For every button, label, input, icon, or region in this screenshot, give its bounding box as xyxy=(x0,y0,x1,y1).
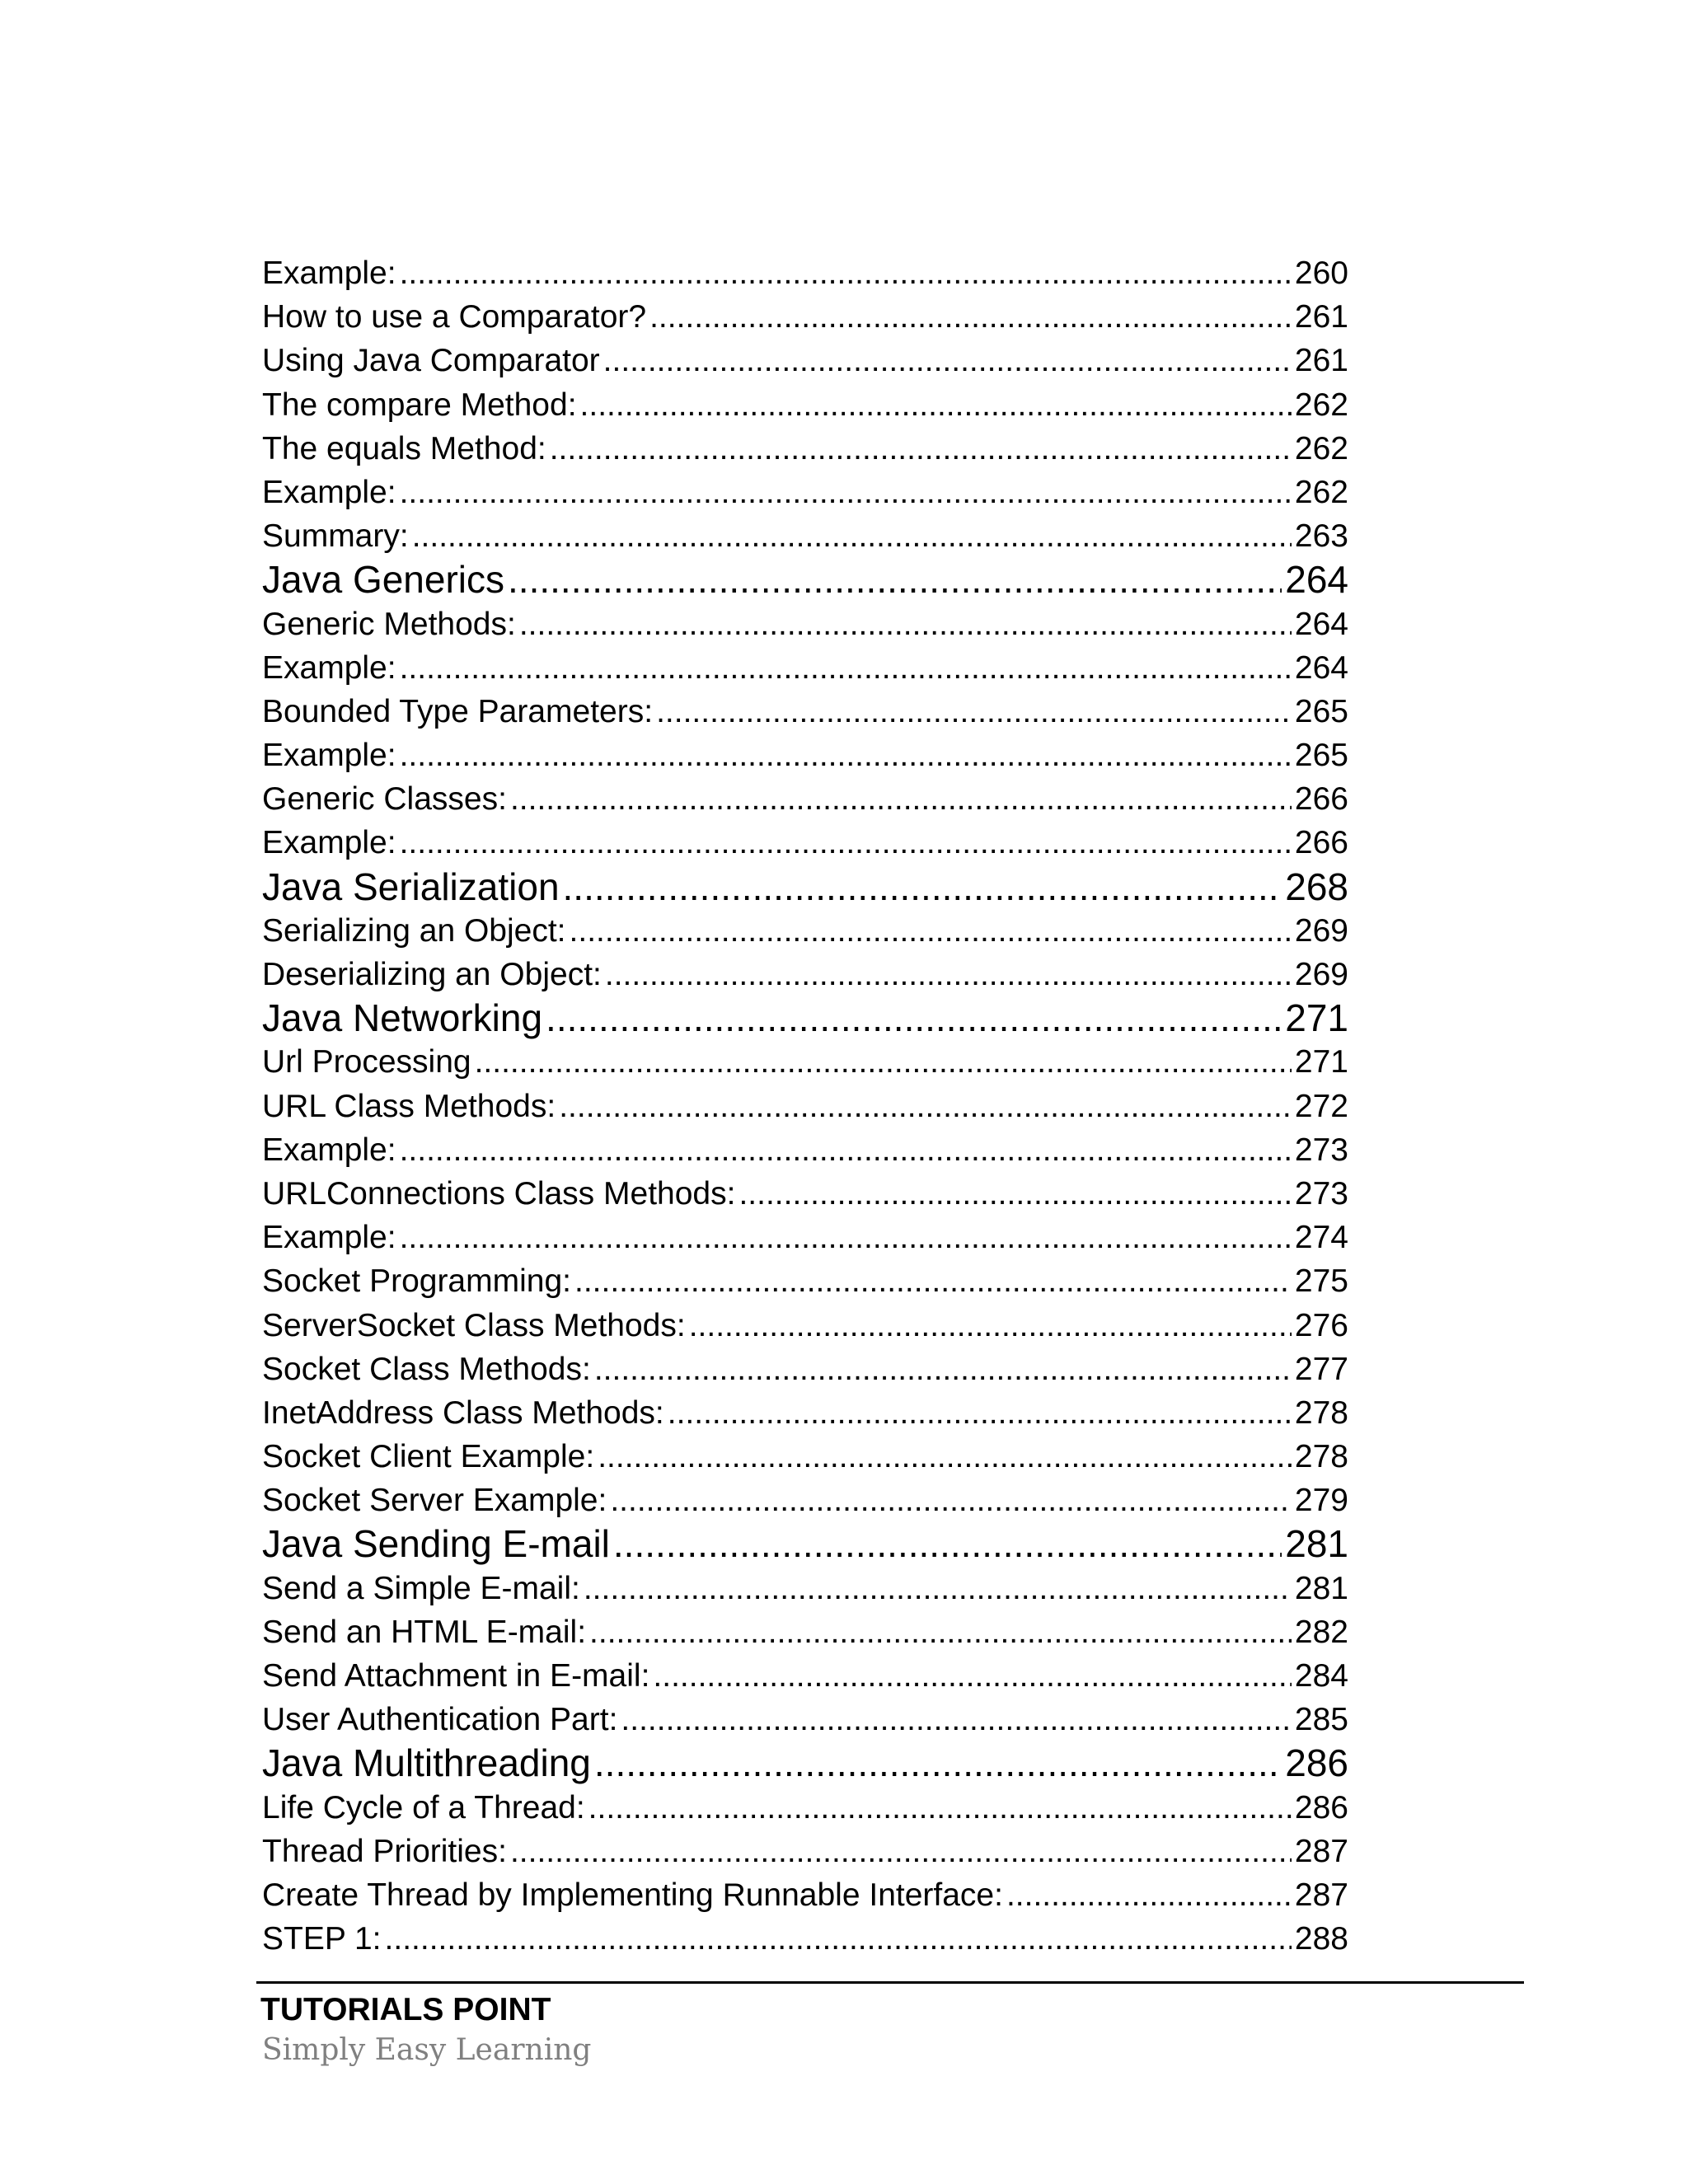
toc-dot-leader xyxy=(519,602,1292,646)
toc-dot-leader xyxy=(603,339,1292,382)
toc-dot-leader xyxy=(621,1698,1292,1741)
toc-entry xyxy=(262,733,1348,777)
toc-chapter-entry xyxy=(262,1522,1348,1566)
toc-entry-page: 278 xyxy=(1294,1394,1348,1431)
toc-dot-leader xyxy=(594,1741,1282,1785)
toc-chapter-entry xyxy=(262,1741,1348,1785)
toc-entry-title: Send a Simple E-mail: xyxy=(262,1570,580,1606)
toc-entry-title: Example: xyxy=(262,474,396,510)
toc-dot-leader xyxy=(400,1128,1292,1172)
toc-entry-page: 271 xyxy=(1294,1044,1348,1080)
toc-dot-leader xyxy=(605,953,1292,996)
toc-dot-leader xyxy=(508,558,1282,602)
footer-tagline: Simply Easy Learning xyxy=(262,2033,592,2067)
toc-entry-page: 288 xyxy=(1294,1921,1348,1957)
toc-dot-leader xyxy=(400,646,1292,690)
toc-dot-leader xyxy=(475,1040,1292,1084)
toc-entry xyxy=(262,1786,1348,1830)
toc-entry xyxy=(262,471,1348,514)
toc-entry xyxy=(262,295,1348,339)
toc-entry-page: 274 xyxy=(1294,1220,1348,1256)
toc-entry-title: Generic Methods: xyxy=(262,606,516,642)
toc-dot-leader xyxy=(589,1610,1292,1654)
toc-entry xyxy=(262,821,1348,865)
toc-entry-title: How to use a Comparator? xyxy=(262,299,647,335)
toc-dot-leader xyxy=(588,1786,1292,1830)
toc-entry-title: URL Class Methods: xyxy=(262,1088,556,1124)
toc-entry-title: Thread Priorities: xyxy=(262,1833,507,1869)
toc-dot-leader xyxy=(689,1304,1292,1347)
toc-entry-title: Java Generics xyxy=(262,558,505,602)
toc-dot-leader xyxy=(580,383,1292,427)
toc-dot-leader xyxy=(598,1435,1292,1479)
toc-dot-leader xyxy=(656,690,1292,733)
toc-dot-leader xyxy=(570,909,1292,953)
toc-dot-leader xyxy=(649,295,1292,339)
toc-entry-page: 284 xyxy=(1294,1658,1348,1694)
toc-entry-page: 287 xyxy=(1294,1833,1348,1869)
toc-entry-page: 265 xyxy=(1294,693,1348,729)
toc-entry-title: STEP 1: xyxy=(262,1921,382,1957)
toc-entry xyxy=(262,1128,1348,1172)
toc-entry xyxy=(262,1085,1348,1128)
toc-entry-title: Example: xyxy=(262,1220,396,1256)
toc-entry-title: Summary: xyxy=(262,518,409,555)
toc-dot-leader xyxy=(1006,1873,1292,1917)
toc-dot-leader xyxy=(546,996,1282,1040)
toc-entry-page: 266 xyxy=(1294,825,1348,861)
toc-entry-title: Using Java Comparator xyxy=(262,343,600,379)
toc-dot-leader xyxy=(400,1216,1292,1259)
toc-entry-page: 273 xyxy=(1294,1175,1348,1212)
toc-dot-leader xyxy=(613,1522,1282,1566)
toc-dot-leader xyxy=(559,1085,1292,1128)
toc-entry xyxy=(262,1479,1348,1522)
toc-entry-title: Example: xyxy=(262,255,396,291)
toc-entry-page: 271 xyxy=(1285,996,1348,1040)
toc-entry-title: Example: xyxy=(262,649,396,686)
footer-divider xyxy=(256,1981,1524,1984)
toc-entry-page: 264 xyxy=(1294,606,1348,642)
toc-entry-title: Socket Server Example: xyxy=(262,1483,607,1519)
toc-entry xyxy=(262,1698,1348,1741)
toc-entry-title: User Authentication Part: xyxy=(262,1702,618,1738)
toc-entry-title: ServerSocket Class Methods: xyxy=(262,1307,686,1343)
toc-entry-title: Socket Programming: xyxy=(262,1263,571,1300)
toc-entry-page: 260 xyxy=(1294,255,1348,291)
toc-entry-page: 264 xyxy=(1285,558,1348,602)
toc-entry-title: URLConnections Class Methods: xyxy=(262,1175,736,1212)
toc-entry xyxy=(262,1830,1348,1873)
toc-entry-page: 269 xyxy=(1294,912,1348,949)
toc-entry-title: Java Networking xyxy=(262,996,543,1040)
toc-entry xyxy=(262,383,1348,427)
toc-entry xyxy=(262,251,1348,295)
toc-entry-title: Example: xyxy=(262,738,396,774)
toc-entry xyxy=(262,1304,1348,1347)
toc-entry-page: 285 xyxy=(1294,1702,1348,1738)
toc-entry xyxy=(262,1172,1348,1216)
toc-entry xyxy=(262,1347,1348,1391)
toc-entry-page: 273 xyxy=(1294,1132,1348,1168)
toc-entry xyxy=(262,1259,1348,1303)
toc-entry-page: 276 xyxy=(1294,1307,1348,1343)
toc-dot-leader xyxy=(563,865,1282,909)
toc-entry-page: 278 xyxy=(1294,1439,1348,1475)
toc-entry-title: Send an HTML E-mail: xyxy=(262,1614,587,1650)
toc-entry-page: 263 xyxy=(1294,518,1348,555)
toc-entry-page: 266 xyxy=(1294,781,1348,818)
toc-entry xyxy=(262,1391,1348,1435)
toc-entry-page: 287 xyxy=(1294,1877,1348,1913)
toc-entry-title: Life Cycle of a Thread: xyxy=(262,1789,585,1825)
toc-entry-page: 272 xyxy=(1294,1088,1348,1124)
toc-entry xyxy=(262,339,1348,382)
toc-entry xyxy=(262,1040,1348,1084)
toc-chapter-entry xyxy=(262,996,1348,1040)
toc-entry xyxy=(262,514,1348,558)
toc-entry xyxy=(262,1567,1348,1610)
toc-dot-leader xyxy=(574,1259,1292,1303)
toc-dot-leader xyxy=(610,1479,1292,1522)
toc-entry-title: The equals Method: xyxy=(262,430,546,466)
toc-entry xyxy=(262,1435,1348,1479)
toc-entry-title: Socket Class Methods: xyxy=(262,1351,591,1387)
toc-chapter-entry xyxy=(262,865,1348,909)
toc-entry-title: Example: xyxy=(262,825,396,861)
toc-entry-page: 281 xyxy=(1285,1522,1348,1566)
toc-entry xyxy=(262,953,1348,996)
toc-dot-leader xyxy=(594,1347,1292,1391)
toc-entry-title: Send Attachment in E-mail: xyxy=(262,1658,650,1694)
toc-entry-page: 264 xyxy=(1294,649,1348,686)
toc-entry-title: Socket Client Example: xyxy=(262,1439,595,1475)
toc-entry-title: Java Serialization xyxy=(262,865,560,908)
toc-entry-title: Deserializing an Object: xyxy=(262,957,602,992)
toc-dot-leader xyxy=(510,1830,1292,1873)
toc-entry-title: Url Processing xyxy=(262,1044,471,1080)
toc-entry xyxy=(262,690,1348,733)
footer-brand: TUTORIALS POINT xyxy=(260,1992,551,2027)
toc-entry-page: 262 xyxy=(1294,387,1348,423)
toc-entry-page: 282 xyxy=(1294,1614,1348,1650)
toc-entry-page: 261 xyxy=(1294,299,1348,335)
toc-dot-leader xyxy=(584,1567,1292,1610)
toc-entry xyxy=(262,1873,1348,1917)
toc-dot-leader xyxy=(400,251,1292,295)
toc-entry-page: 277 xyxy=(1294,1351,1348,1387)
toc-entry xyxy=(262,427,1348,471)
toc-dot-leader xyxy=(550,427,1292,471)
toc-entry-page: 279 xyxy=(1294,1483,1348,1519)
toc-entry-title: InetAddress Class Methods: xyxy=(262,1394,664,1431)
toc-entry-title: Create Thread by Implementing Runnable Interface: xyxy=(262,1877,1003,1913)
toc-entry-title: Java Sending E-mail xyxy=(262,1522,610,1566)
toc-dot-leader xyxy=(400,821,1292,865)
toc-dot-leader xyxy=(653,1654,1292,1698)
toc-entry-title: Bounded Type Parameters: xyxy=(262,693,654,729)
toc-dot-leader xyxy=(400,471,1292,514)
table-of-contents xyxy=(262,251,1348,1961)
toc-entry xyxy=(262,1654,1348,1698)
toc-entry-page: 269 xyxy=(1294,957,1348,992)
toc-entry-page: 281 xyxy=(1294,1570,1348,1606)
toc-dot-leader xyxy=(385,1917,1292,1961)
toc-entry-title: The compare Method: xyxy=(262,387,577,423)
toc-entry xyxy=(262,909,1348,953)
toc-dot-leader xyxy=(738,1172,1291,1216)
toc-entry-page: 262 xyxy=(1294,430,1348,466)
toc-entry-title: Java Multithreading xyxy=(262,1741,591,1785)
toc-entry xyxy=(262,602,1348,646)
toc-entry xyxy=(262,646,1348,690)
toc-entry-title: Generic Classes: xyxy=(262,781,507,818)
toc-entry-page: 262 xyxy=(1294,474,1348,510)
toc-dot-leader xyxy=(668,1391,1292,1435)
toc-entry xyxy=(262,1216,1348,1259)
toc-entry xyxy=(262,1917,1348,1961)
toc-entry-page: 265 xyxy=(1294,738,1348,774)
toc-entry xyxy=(262,1610,1348,1654)
toc-entry-title: Example: xyxy=(262,1132,396,1168)
toc-chapter-entry xyxy=(262,558,1348,602)
toc-entry-page: 275 xyxy=(1294,1263,1348,1300)
toc-entry-page: 286 xyxy=(1294,1789,1348,1825)
toc-dot-leader xyxy=(510,777,1292,821)
toc-entry xyxy=(262,777,1348,821)
toc-dot-leader xyxy=(412,514,1292,558)
toc-entry-title: Serializing an Object: xyxy=(262,912,566,949)
toc-entry-page: 268 xyxy=(1285,865,1348,908)
toc-entry-page: 286 xyxy=(1285,1741,1348,1785)
toc-dot-leader xyxy=(400,733,1292,777)
toc-entry-page: 261 xyxy=(1294,343,1348,379)
